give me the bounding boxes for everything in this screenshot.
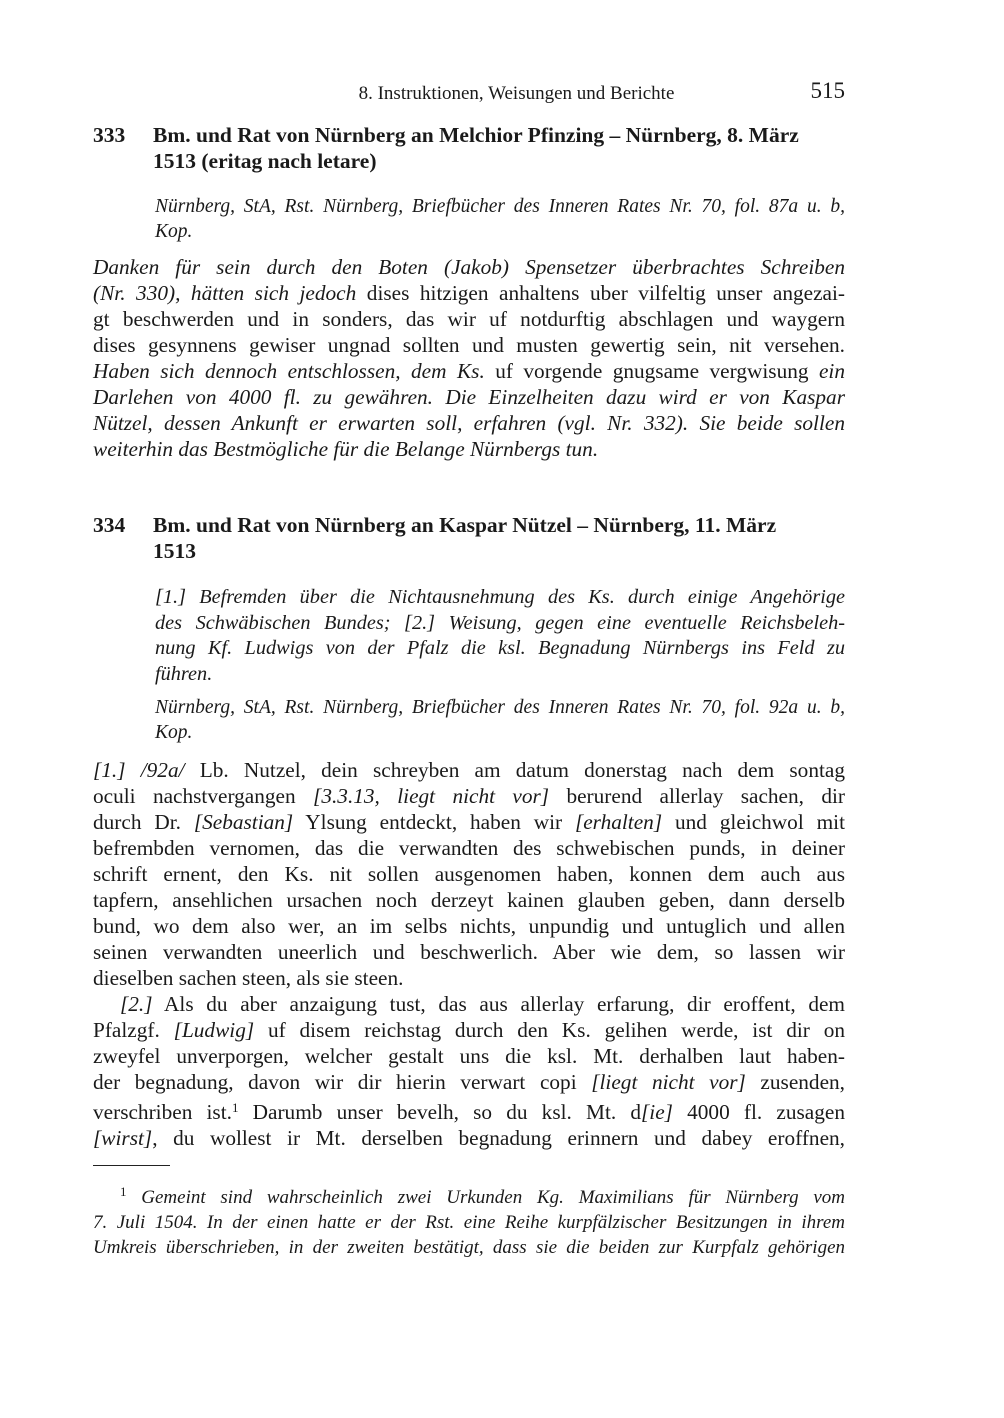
document-title-line: Bm. und Rat von Nürnberg an Melchior Pfinzing – Nürnberg, 8. März bbox=[153, 123, 799, 147]
text-line bbox=[155, 585, 845, 611]
text-line bbox=[93, 809, 845, 835]
text-segment: gt beschwerden und in sonders, das wir uf notdurftig abschlagen und waygern bbox=[93, 307, 845, 331]
document-number: 334 bbox=[93, 513, 126, 537]
text-segment: bund, wo dem also wer, an im selbs nichts, unpundig und untuglich und allen bbox=[93, 914, 845, 938]
text-segment: [1.] Befremden über die Nichtausnehmung des Ks. durch einige Angehörige bbox=[155, 586, 845, 608]
text-segment: Nürnberg, StA, Rst. Nürnberg, Briefbücher des Inneren Rates Nr. 70, fol. 87a u. b, bbox=[155, 196, 845, 217]
text-segment: seinen verwandten uneerlich und beschwerlich. Aber wie dem, so lassen wir bbox=[93, 940, 845, 964]
text-line bbox=[155, 219, 845, 244]
text-segment: dises hitzigen anhaltens uber vilfeltig unser angezai- bbox=[356, 281, 846, 305]
text-line bbox=[93, 1069, 845, 1095]
document-333-heading bbox=[93, 122, 845, 174]
document-334-paragraph-1 bbox=[93, 757, 845, 991]
text-segment: dises gesynnens gewiser ungnad sollten und musten gewertig sein, nit versehen. bbox=[93, 333, 845, 357]
text-segment: Kop. bbox=[155, 722, 193, 743]
text-segment: [Sebastian] bbox=[193, 810, 294, 834]
document-333-source bbox=[155, 194, 845, 244]
document-334-summary bbox=[155, 585, 845, 688]
document-334-heading bbox=[93, 512, 845, 564]
text-segment: tapfern, ansehlichen ursachen noch derzeyt kainen glauben geben, dann derselb bbox=[93, 888, 845, 912]
text-line bbox=[93, 1235, 845, 1260]
text-segment: durch Dr. bbox=[93, 810, 194, 834]
text-segment: und gleichwol mit bbox=[662, 810, 845, 834]
text-line bbox=[93, 887, 845, 913]
text-line bbox=[155, 695, 845, 720]
text-line bbox=[93, 757, 845, 783]
text-segment: Als du aber anzaigung tust, das aus allerlay erfarung, dir eroffent, dem bbox=[152, 992, 845, 1016]
text-line bbox=[93, 280, 845, 306]
text-segment: zusenden, bbox=[745, 1070, 845, 1094]
text-segment: uf vorgende gnugsame vergwisung bbox=[484, 359, 819, 383]
text-line bbox=[93, 332, 845, 358]
text-segment: Umkreis überschrieben, in der zweiten bestätigt, dass sie die beiden zur Kurpfalz gehörigen bbox=[93, 1237, 845, 1258]
text-line bbox=[93, 1043, 845, 1069]
text-segment: führen. bbox=[155, 663, 213, 686]
document-title-line: 1513 (eritag nach letare) bbox=[153, 149, 377, 173]
text-line bbox=[155, 636, 845, 662]
text-line bbox=[93, 358, 845, 384]
document-334-paragraph-2 bbox=[93, 991, 845, 1151]
text-segment: Darlehen von 4000 fl. zu gewähren. Die Einzelheiten dazu wird er von Kaspar bbox=[93, 385, 845, 409]
text-segment: Haben sich dennoch entschlossen, dem Ks. bbox=[93, 359, 485, 383]
text-line bbox=[93, 1017, 845, 1043]
text-line bbox=[93, 1095, 845, 1125]
text-segment: dieselben sachen steen, als sie steen. bbox=[93, 966, 404, 990]
text-segment: [liegt nicht vor] bbox=[591, 1070, 746, 1094]
text-segment: weiterhin das Bestmögliche für die Belange Nürnbergs tun. bbox=[93, 437, 599, 461]
page-number: 515 bbox=[810, 78, 845, 103]
running-title: 8. Instruktionen, Weisungen und Berichte bbox=[358, 83, 675, 104]
text-segment: (Nr. 330), hätten sich jedoch bbox=[93, 281, 357, 305]
text-line bbox=[93, 783, 845, 809]
footnote-divider bbox=[93, 1165, 170, 1166]
text-segment: Ylsung entdeckt, haben wir bbox=[293, 810, 575, 834]
text-segment: uf disem reichstag durch den Ks. gelihen werde, ist dir on bbox=[254, 1018, 846, 1042]
document-title-line: Bm. und Rat von Nürnberg an Kaspar Nützel – Nürnberg, 11. März bbox=[153, 513, 777, 537]
text-segment: schrift ernent, den Ks. nit sollen ausgenomen haben, konnen dem auch aus bbox=[93, 862, 845, 886]
text-segment: [ie] bbox=[641, 1100, 673, 1124]
text-segment: [1.] /92a/ bbox=[93, 758, 185, 782]
text-line bbox=[93, 384, 845, 410]
text-line bbox=[93, 991, 845, 1017]
text-line bbox=[93, 254, 845, 280]
document-334-source bbox=[155, 695, 845, 745]
text-line bbox=[93, 913, 845, 939]
text-line bbox=[93, 861, 845, 887]
text-segment: verschriben ist. bbox=[93, 1100, 232, 1124]
text-segment: Nützel, dessen Ankunft er erwarten soll, erfahren (vgl. Nr. 332). Sie beide sollen bbox=[93, 411, 845, 435]
text-line bbox=[93, 1179, 845, 1210]
text-segment: des Schwäbischen Bundes; [2.] Weisung, gegen eine eventuelle Reichsbeleh- bbox=[155, 611, 845, 634]
text-line bbox=[93, 1210, 845, 1235]
text-segment: , du wollest ir Mt. derselben begnadung erinnern und dabey eroffnen, bbox=[152, 1126, 845, 1150]
footnote-marker: 1 bbox=[120, 1184, 127, 1199]
document-number: 333 bbox=[93, 123, 126, 147]
document-333-summary bbox=[93, 254, 845, 462]
text-segment: [Ludwig] bbox=[173, 1018, 255, 1042]
text-segment: befrembden vernomen, das die verwandten des schwebischen punds, in deiner bbox=[93, 836, 845, 860]
text-segment: 4000 fl. zusagen bbox=[672, 1100, 845, 1124]
text-line bbox=[155, 611, 845, 637]
text-segment: Pfalzgf. bbox=[93, 1018, 174, 1042]
text-segment: [2.] bbox=[120, 992, 153, 1016]
text-segment: ein bbox=[818, 359, 845, 383]
text-segment: Danken für sein durch den Boten (Jakob) Spensetzer überbrachtes Schreiben bbox=[93, 255, 845, 279]
text-segment: der begnadung, davon wir dir hierin verwart copi bbox=[93, 1070, 592, 1094]
text-segment: 7. Juli 1504. In der einen hatte er der Rst. eine Reihe kurpfälzischer Besitzungen in ihrem bbox=[93, 1212, 845, 1233]
text-segment: zweyfel unverporgen, welcher gestalt uns die ksl. Mt. derhalben laut haben- bbox=[93, 1044, 845, 1068]
text-segment: Kop. bbox=[155, 221, 193, 242]
text-segment: [wirst] bbox=[93, 1126, 153, 1150]
text-segment: [3.3.13, liegt nicht vor] bbox=[313, 784, 550, 808]
text-line bbox=[93, 306, 845, 332]
text-segment: nung Kf. Ludwigs von der Pfalz die ksl. Begnadung Nürnbergs ins Feld zu bbox=[155, 637, 845, 660]
text-segment: [erhalten] bbox=[574, 810, 663, 834]
text-line bbox=[93, 965, 845, 991]
text-line bbox=[93, 1125, 845, 1151]
text-line bbox=[155, 194, 845, 219]
text-line bbox=[93, 835, 845, 861]
text-line bbox=[93, 436, 845, 462]
text-line bbox=[155, 662, 845, 688]
footnote-1 bbox=[93, 1179, 845, 1260]
text-segment: Lb. Nutzel, dein schreyben am datum donerstag nach dem sontag bbox=[184, 758, 845, 782]
text-segment: berurend allerlay sachen, dir bbox=[549, 784, 845, 808]
page-header bbox=[93, 80, 845, 108]
document-title-line: 1513 bbox=[153, 539, 196, 563]
text-line bbox=[93, 939, 845, 965]
text-segment: oculi nachstvergangen bbox=[93, 784, 314, 808]
text-segment: Gemeint sind wahrscheinlich zwei Urkunden Kg. Maximilians für Nürnberg vom bbox=[126, 1187, 845, 1208]
footnote-marker: 1 bbox=[231, 1100, 239, 1115]
text-segment: Nürnberg, StA, Rst. Nürnberg, Briefbücher des Inneren Rates Nr. 70, fol. 92a u. b, bbox=[155, 697, 845, 718]
text-segment: Darumb unser bevelh, so du ksl. Mt. d bbox=[238, 1100, 642, 1124]
text-line bbox=[93, 410, 845, 436]
text-line bbox=[155, 720, 845, 745]
